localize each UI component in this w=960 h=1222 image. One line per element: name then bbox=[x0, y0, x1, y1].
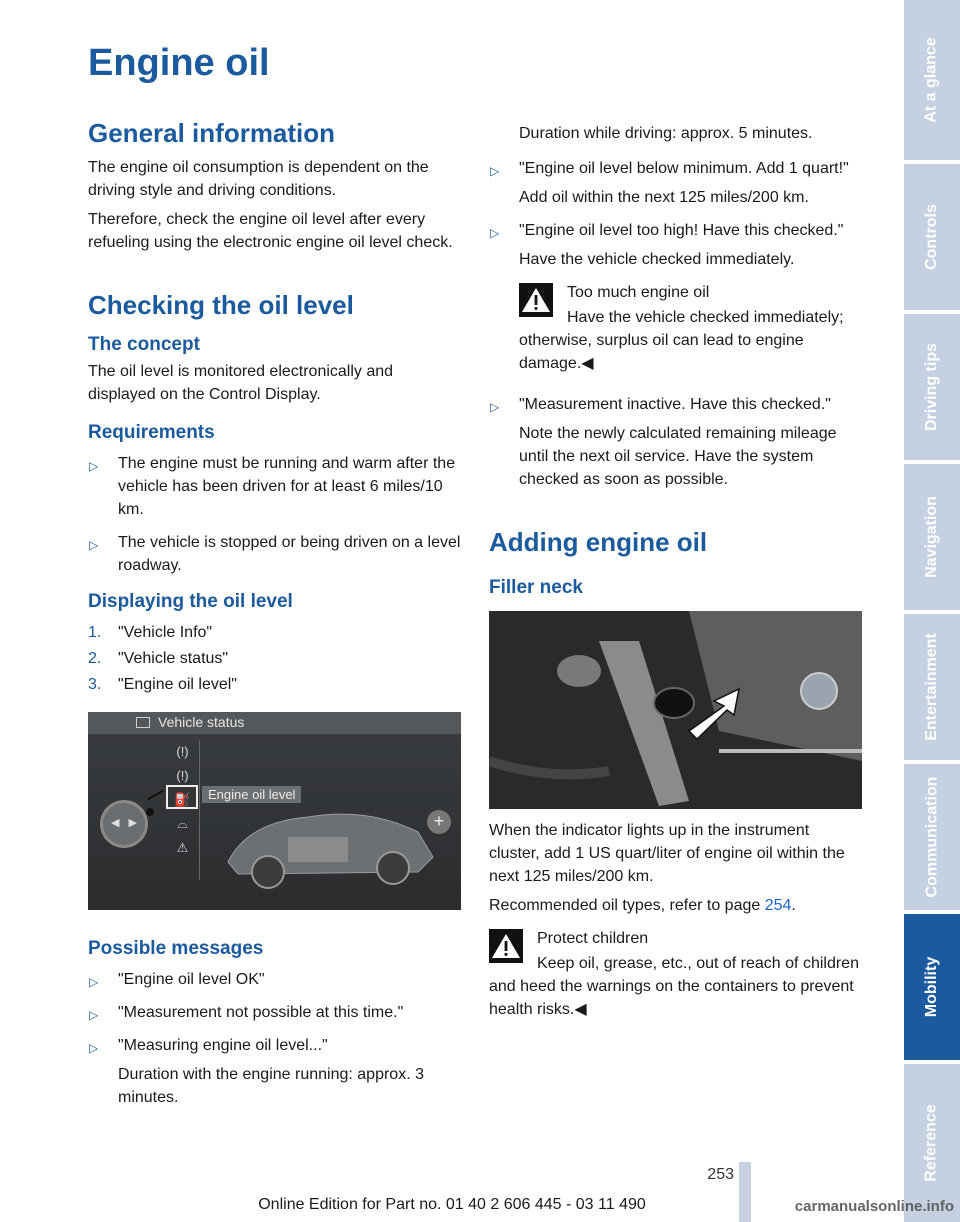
vehicle-status-title: Vehicle status bbox=[158, 714, 245, 730]
tab-mobility[interactable]: Mobility bbox=[904, 914, 960, 1060]
footer-text: Online Edition for Part no. 01 40 2 606 445 - 03 11 490 bbox=[258, 1196, 646, 1213]
chapter-sidebar bbox=[904, 0, 960, 1222]
tab-navigation[interactable]: Navigation bbox=[904, 464, 960, 610]
controller-knob-icon: ◀ ▶ bbox=[100, 800, 148, 848]
displaying-heading: Displaying the oil level bbox=[88, 591, 293, 612]
car-icon: ⌓ bbox=[177, 816, 188, 831]
list-item: ▷ "Engine oil level below minimum. Add 1 quart!" Add oil within the next 125 miles/200 km. bbox=[490, 160, 849, 206]
tire-pressure-icon: (!) bbox=[176, 744, 189, 759]
triangle-bullet-icon: ▷ bbox=[89, 459, 99, 473]
tire-reset-icon: (!) bbox=[176, 768, 189, 783]
engine-bay-illustration bbox=[489, 611, 862, 809]
warning-text: Have the vehicle checked immediately; otherwise, surplus oil can lead to engine damage.◀ bbox=[519, 309, 844, 372]
warning-triangle-icon: ⚠ bbox=[176, 840, 189, 855]
triangle-bullet-icon: ▷ bbox=[490, 400, 500, 414]
list-item: ▷ "Engine oil level too high! Have this checked." Have the vehicle checked immediately. bbox=[490, 222, 844, 268]
triangle-bullet-icon: ▷ bbox=[490, 226, 500, 240]
messages-list bbox=[88, 968, 463, 1109]
page-title: Engine oil bbox=[88, 42, 270, 84]
checking-heading: Checking the oil level bbox=[88, 290, 354, 320]
page-number: 253 bbox=[707, 1166, 734, 1183]
duration-driving-text: Duration while driving: approx. 5 minutes. bbox=[519, 125, 813, 142]
car-chassis-illustration bbox=[218, 792, 438, 892]
oil-can-icon: ⛽ bbox=[174, 792, 191, 807]
steps-list bbox=[88, 621, 463, 696]
warning-title: Too much engine oil bbox=[567, 284, 710, 301]
list-item: 3. "Engine oil level" bbox=[88, 676, 237, 693]
tab-entertainment[interactable]: Entertainment bbox=[904, 614, 960, 760]
list-item: 1. "Vehicle Info" bbox=[88, 624, 213, 641]
engine-bay-photo bbox=[489, 611, 862, 809]
adding-paragraph-2: Recommended oil types, refer to page 254. bbox=[489, 897, 796, 914]
engine-oil-level-label: Engine oil level bbox=[202, 786, 301, 803]
vehicle-status-screenshot bbox=[88, 712, 461, 910]
general-heading: General information bbox=[88, 118, 336, 148]
triangle-bullet-icon: ▷ bbox=[89, 1041, 99, 1055]
adding-heading: Adding engine oil bbox=[489, 527, 708, 557]
menu-icon bbox=[136, 717, 150, 728]
general-paragraph-2: Therefore, check the engine oil level after every refueling using the electronic engine oil level check. bbox=[88, 211, 453, 251]
adding-paragraph-1: When the indicator lights up in the instrument cluster, add 1 US quart/liter of engine oil within the next 125 miles/200 km. bbox=[489, 822, 845, 885]
list-item: ▷ The vehicle is stopped or being driven on a level roadway. bbox=[89, 534, 461, 574]
requirements-heading: Requirements bbox=[88, 422, 215, 443]
warning-too-much-oil bbox=[519, 281, 864, 375]
warning-text: Keep oil, grease, etc., out of reach of children and heed the warnings on the containers to prevent health risks.◀ bbox=[489, 955, 859, 1018]
warning-sign-icon bbox=[519, 283, 553, 317]
watermark: carmanualsonline.info bbox=[794, 1198, 954, 1215]
triangle-bullet-icon: ▷ bbox=[89, 1008, 99, 1022]
requirements-list bbox=[88, 452, 463, 577]
concept-text: The oil level is monitored electronically and displayed on the Control Display. bbox=[88, 363, 394, 403]
page-link[interactable]: 254 bbox=[764, 897, 792, 914]
left-column bbox=[88, 116, 463, 1119]
triangle-bullet-icon: ▷ bbox=[89, 975, 99, 989]
right-column bbox=[489, 122, 864, 1021]
list-item: 2. "Vehicle status" bbox=[88, 650, 229, 667]
triangle-bullet-icon: ▷ bbox=[490, 164, 500, 178]
warning-sign-icon bbox=[489, 929, 523, 963]
selection-frame bbox=[166, 785, 198, 809]
status-icon-column bbox=[166, 740, 200, 880]
tab-controls[interactable]: Controls bbox=[904, 164, 960, 310]
list-item: ▷ The engine must be running and warm after the vehicle has been driven for at least 6 miles/10 km. bbox=[89, 455, 456, 518]
concept-heading: The concept bbox=[88, 334, 200, 355]
plus-icon: + bbox=[427, 810, 451, 834]
list-item: ▷ "Measurement not possible at this time." bbox=[88, 1001, 463, 1024]
tab-at-a-glance[interactable]: At a glance bbox=[904, 0, 960, 160]
messages-heading: Possible messages bbox=[88, 938, 264, 959]
tab-driving-tips[interactable]: Driving tips bbox=[904, 314, 960, 460]
list-item: ▷ "Engine oil level OK" bbox=[88, 968, 463, 991]
list-item: ▷ "Measurement inactive. Have this checked." Note the newly calculated remaining mileage until the next oil service. Have the system checked as soon as possible. bbox=[490, 396, 837, 488]
list-item: ▷ "Measuring engine oil level..." Duration with the engine running: approx. 3 minutes. bbox=[89, 1037, 424, 1106]
tab-communication[interactable]: Communication bbox=[904, 764, 960, 910]
general-paragraph-1: The engine oil consumption is dependent on the driving style and driving conditions. bbox=[88, 159, 429, 199]
warning-protect-children bbox=[489, 927, 864, 1021]
filler-neck-heading: Filler neck bbox=[489, 577, 583, 598]
messages-list-continued bbox=[489, 157, 864, 271]
warning-title: Protect children bbox=[537, 930, 649, 947]
messages-list-continued-2 bbox=[489, 393, 864, 491]
tab-reference[interactable]: Reference bbox=[904, 1064, 960, 1222]
triangle-bullet-icon: ▷ bbox=[89, 538, 99, 552]
